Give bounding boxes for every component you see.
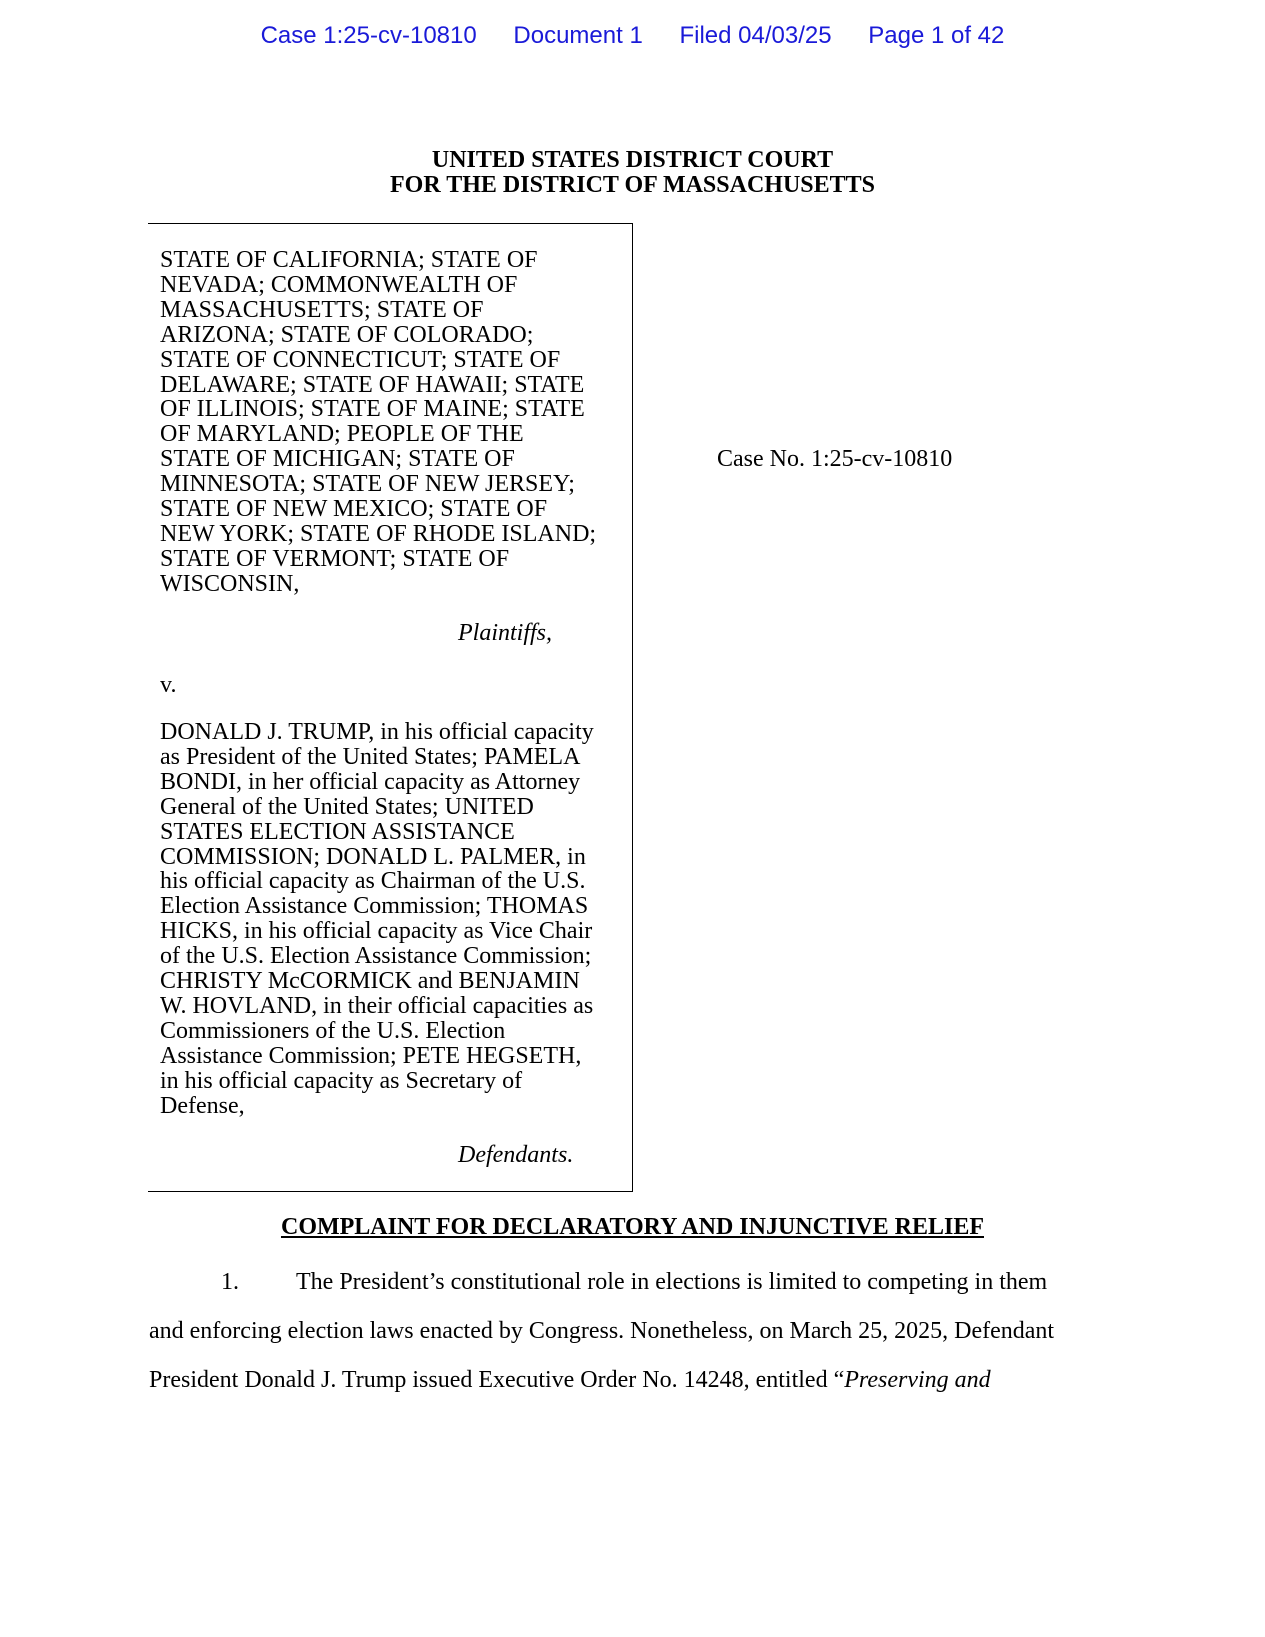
court-name: UNITED STATES DISTRICT COURT [431, 147, 834, 173]
paragraph-text: The President’s constitutional role in elections is limited to competing in them [296, 1269, 1048, 1295]
stamp-page-count: Page 1 of 42 [868, 22, 1005, 49]
plaintiffs-line: WISCONSIN, [160, 570, 300, 597]
defendants-line: COMMISSION; DONALD L. PALMER, in [160, 843, 586, 870]
plaintiffs-line: ARIZONA; STATE OF COLORADO; [160, 321, 534, 348]
paragraph-line [149, 1258, 1129, 1307]
defendants-line: STATES ELECTION ASSISTANCE [160, 818, 515, 845]
stamp-case-number: Case 1:25-cv-10810 [260, 22, 477, 49]
defendants-line: HICKS, in his official capacity as Vice Chair [160, 918, 593, 945]
defendants-line: of the U.S. Election Assistance Commission; [160, 943, 592, 970]
defendants-label: Defendants. [458, 1142, 574, 1168]
stamp-document-number: Document 1 [513, 22, 643, 49]
plaintiffs-line: OF ILLINOIS; STATE OF MAINE; STATE [160, 396, 585, 423]
plaintiffs-line: STATE OF CALIFORNIA; STATE OF [160, 247, 538, 273]
paragraph-number: 1. [221, 1269, 239, 1295]
versus-label: v. [160, 672, 177, 698]
defendants-line: General of the United States; UNITED [160, 793, 534, 820]
plaintiffs-list [160, 248, 622, 597]
plaintiffs-line: STATE OF CONNECTICUT; STATE OF [160, 346, 561, 373]
order-title-italic: Preserving and [844, 1367, 991, 1393]
defendants-line: BONDI, in her official capacity as Attorney [160, 768, 581, 795]
defendants-line: his official capacity as Chairman of the U.S. [160, 868, 586, 895]
defendants-line: Assistance Commission; PETE HEGSETH, [160, 1042, 582, 1069]
paragraph-1 [149, 1258, 1129, 1405]
paragraph-text: President Donald J. Trump issued Executive Order No. 14248, entitled “ [149, 1367, 845, 1393]
filing-header-stamp [0, 22, 1265, 50]
defendants-line: DONALD J. TRUMP, in his official capacity [160, 719, 594, 745]
case-number: Case No. 1:25-cv-10810 [717, 446, 953, 472]
plaintiffs-label: Plaintiffs, [458, 620, 553, 646]
plaintiffs-line: NEW YORK; STATE OF RHODE ISLAND; [160, 520, 597, 547]
defendants-line: CHRISTY McCORMICK and BENJAMIN [160, 968, 580, 995]
court-district: FOR THE DISTRICT OF MASSACHUSETTS [389, 172, 875, 198]
paragraph-line: and enforcing election laws enacted by Congress. Nonetheless, on March 25, 2025, Defendant [149, 1318, 1055, 1344]
plaintiffs-line: MINNESOTA; STATE OF NEW JERSEY; [160, 471, 575, 498]
plaintiffs-line: NEVADA; COMMONWEALTH OF [160, 271, 518, 298]
stamp-filed-date: Filed 04/03/25 [679, 22, 832, 49]
plaintiffs-line: STATE OF MICHIGAN; STATE OF [160, 446, 515, 473]
defendants-line: in his official capacity as Secretary of [160, 1067, 523, 1094]
defendants-line: Defense, [160, 1092, 245, 1119]
plaintiffs-line: STATE OF NEW MEXICO; STATE OF [160, 496, 548, 523]
court-heading [0, 148, 1265, 198]
plaintiffs-line: MASSACHUSETTS; STATE OF [160, 296, 484, 323]
defendants-line: W. HOVLAND, in their official capacities as [160, 992, 594, 1019]
plaintiffs-line: DELAWARE; STATE OF HAWAII; STATE [160, 371, 585, 398]
defendants-line: Commissioners of the U.S. Election [160, 1017, 506, 1044]
plaintiffs-line: STATE OF VERMONT; STATE OF [160, 545, 510, 572]
defendants-line: Election Assistance Commission; THOMAS [160, 893, 589, 920]
plaintiffs-line: OF MARYLAND; PEOPLE OF THE [160, 421, 524, 448]
paragraph-line [149, 1356, 1129, 1405]
complaint-title: COMPLAINT FOR DECLARATORY AND INJUNCTIVE RELIEF [280, 1214, 984, 1240]
defendants-line: as President of the United States; PAMELA [160, 743, 581, 770]
case-caption-box [148, 223, 633, 1192]
defendants-list [160, 720, 622, 1119]
